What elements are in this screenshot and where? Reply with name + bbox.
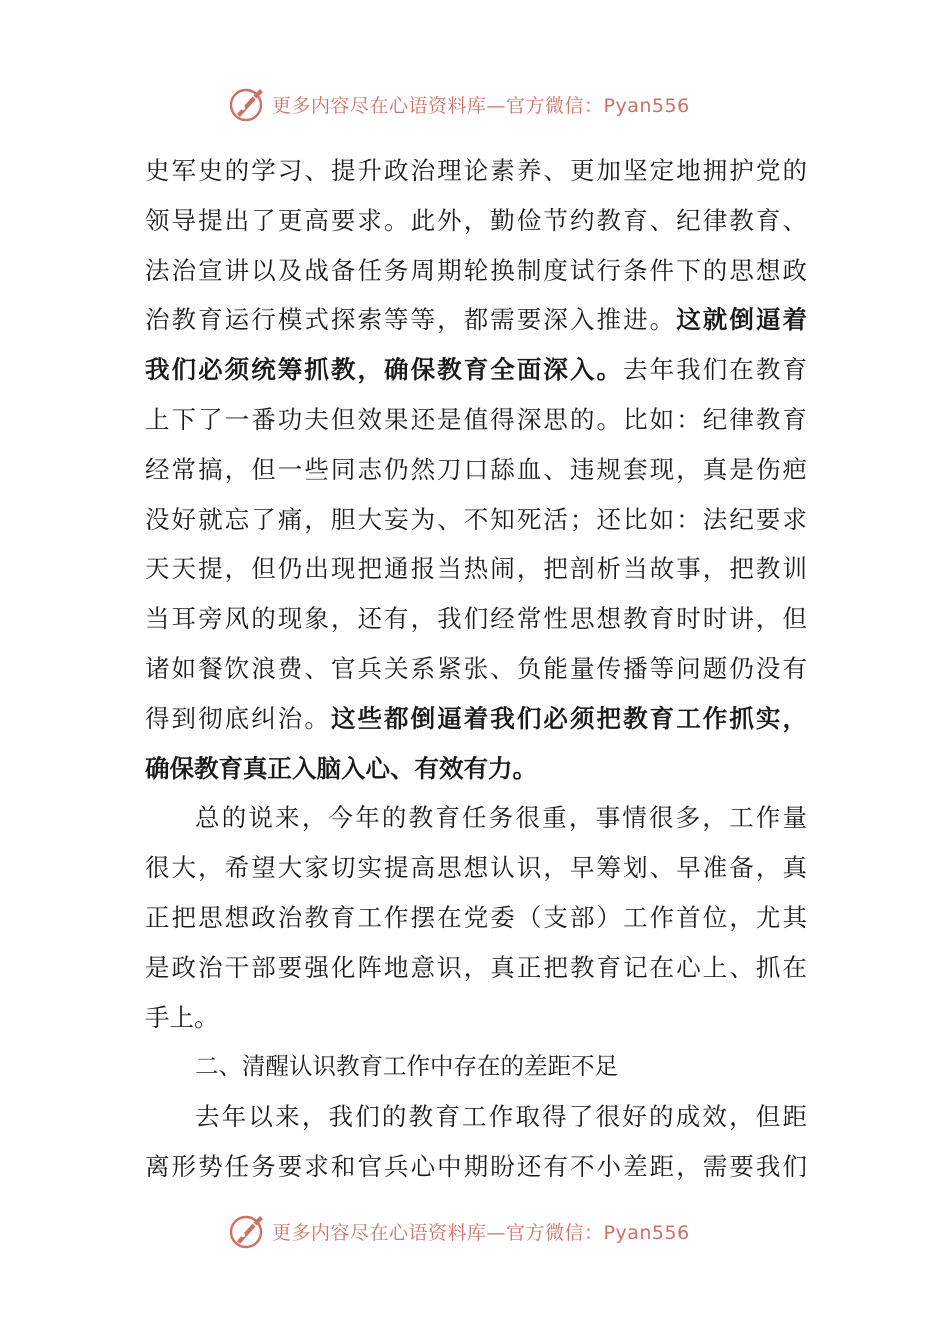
text-line: 正把思想政治教育工作摆在党委（支部）工作首位，尤其 — [145, 902, 807, 932]
text-line: 当耳旁风的现象，还有，我们经常性思想教育时时讲，但 — [145, 604, 807, 634]
text-line: 离形势任务要求和官兵心中期盼还有不小差距，需要我们 — [145, 1151, 807, 1181]
text-span: 去年我们在教育 — [623, 355, 807, 385]
text-line: 没好就忘了痛，胆大妄为、不知死活；还比如：法纪要求 — [145, 504, 807, 534]
text-line: 经常搞，但一些同志仍然刀口舔血、违规套现，真是伤疤 — [145, 454, 807, 484]
document-body — [145, 146, 807, 1192]
text-span: 得到彻底纠治。 — [145, 703, 331, 733]
watermark-text: 更多内容尽在心语资料库—官方微信：Pyan556 — [272, 94, 690, 117]
pen-nib-logo-icon — [228, 1211, 268, 1251]
text-span: 治教育运行模式探索等等，都需要深入推进。 — [145, 305, 677, 335]
bold-text: 这些都倒逼着我们必须把教育工作抓实， — [330, 703, 807, 733]
text-line: 领导提出了更高要求。此外，勤俭节约教育、纪律教育、 — [145, 205, 807, 235]
bold-text: 我们必须统筹抓教，确保教育全面深入。 — [145, 355, 624, 385]
paragraph-first-line: 去年以来，我们的教育工作取得了很好的成效，但距 — [195, 1102, 807, 1132]
text-line — [145, 694, 807, 744]
watermark-footer — [228, 1211, 690, 1251]
section-heading: 二、清醒认识教育工作中存在的差距不足 — [195, 1052, 618, 1081]
text-line: 上下了一番功夫但效果还是值得深思的。比如：纪律教育 — [145, 404, 807, 434]
pen-nib-logo-icon — [228, 84, 268, 124]
text-line: 是政治干部要强化阵地意识，真正把教育记在心上、抓在 — [145, 952, 807, 982]
bold-text: 这就倒逼着 — [676, 305, 807, 335]
text-line: 确保教育真正入脑入心、有效有力。 — [145, 753, 537, 783]
watermark-text: 更多内容尽在心语资料库—官方微信：Pyan556 — [272, 1221, 690, 1244]
paragraph-first-line: 总的说来，今年的教育任务很重，事情很多，工作量 — [195, 803, 807, 833]
text-line — [145, 345, 807, 395]
text-line: 诸如餐饮浪费、官兵关系紧张、负能量传播等问题仍没有 — [145, 653, 807, 683]
watermark-header — [228, 84, 690, 124]
text-line: 法治宣讲以及战备任务周期轮换制度试行条件下的思想政 — [145, 255, 807, 285]
text-line — [145, 295, 807, 345]
text-line: 手上。 — [145, 1002, 219, 1032]
text-line: 很大，希望大家切实提高思想认识，早筹划、早准备，真 — [145, 853, 807, 883]
text-line: 史军史的学习、提升政治理论素养、更加坚定地拥护党的 — [145, 156, 807, 185]
text-line: 天天提，但仍出现把通报当热闹，把剖析当故事，把教训 — [145, 554, 807, 584]
